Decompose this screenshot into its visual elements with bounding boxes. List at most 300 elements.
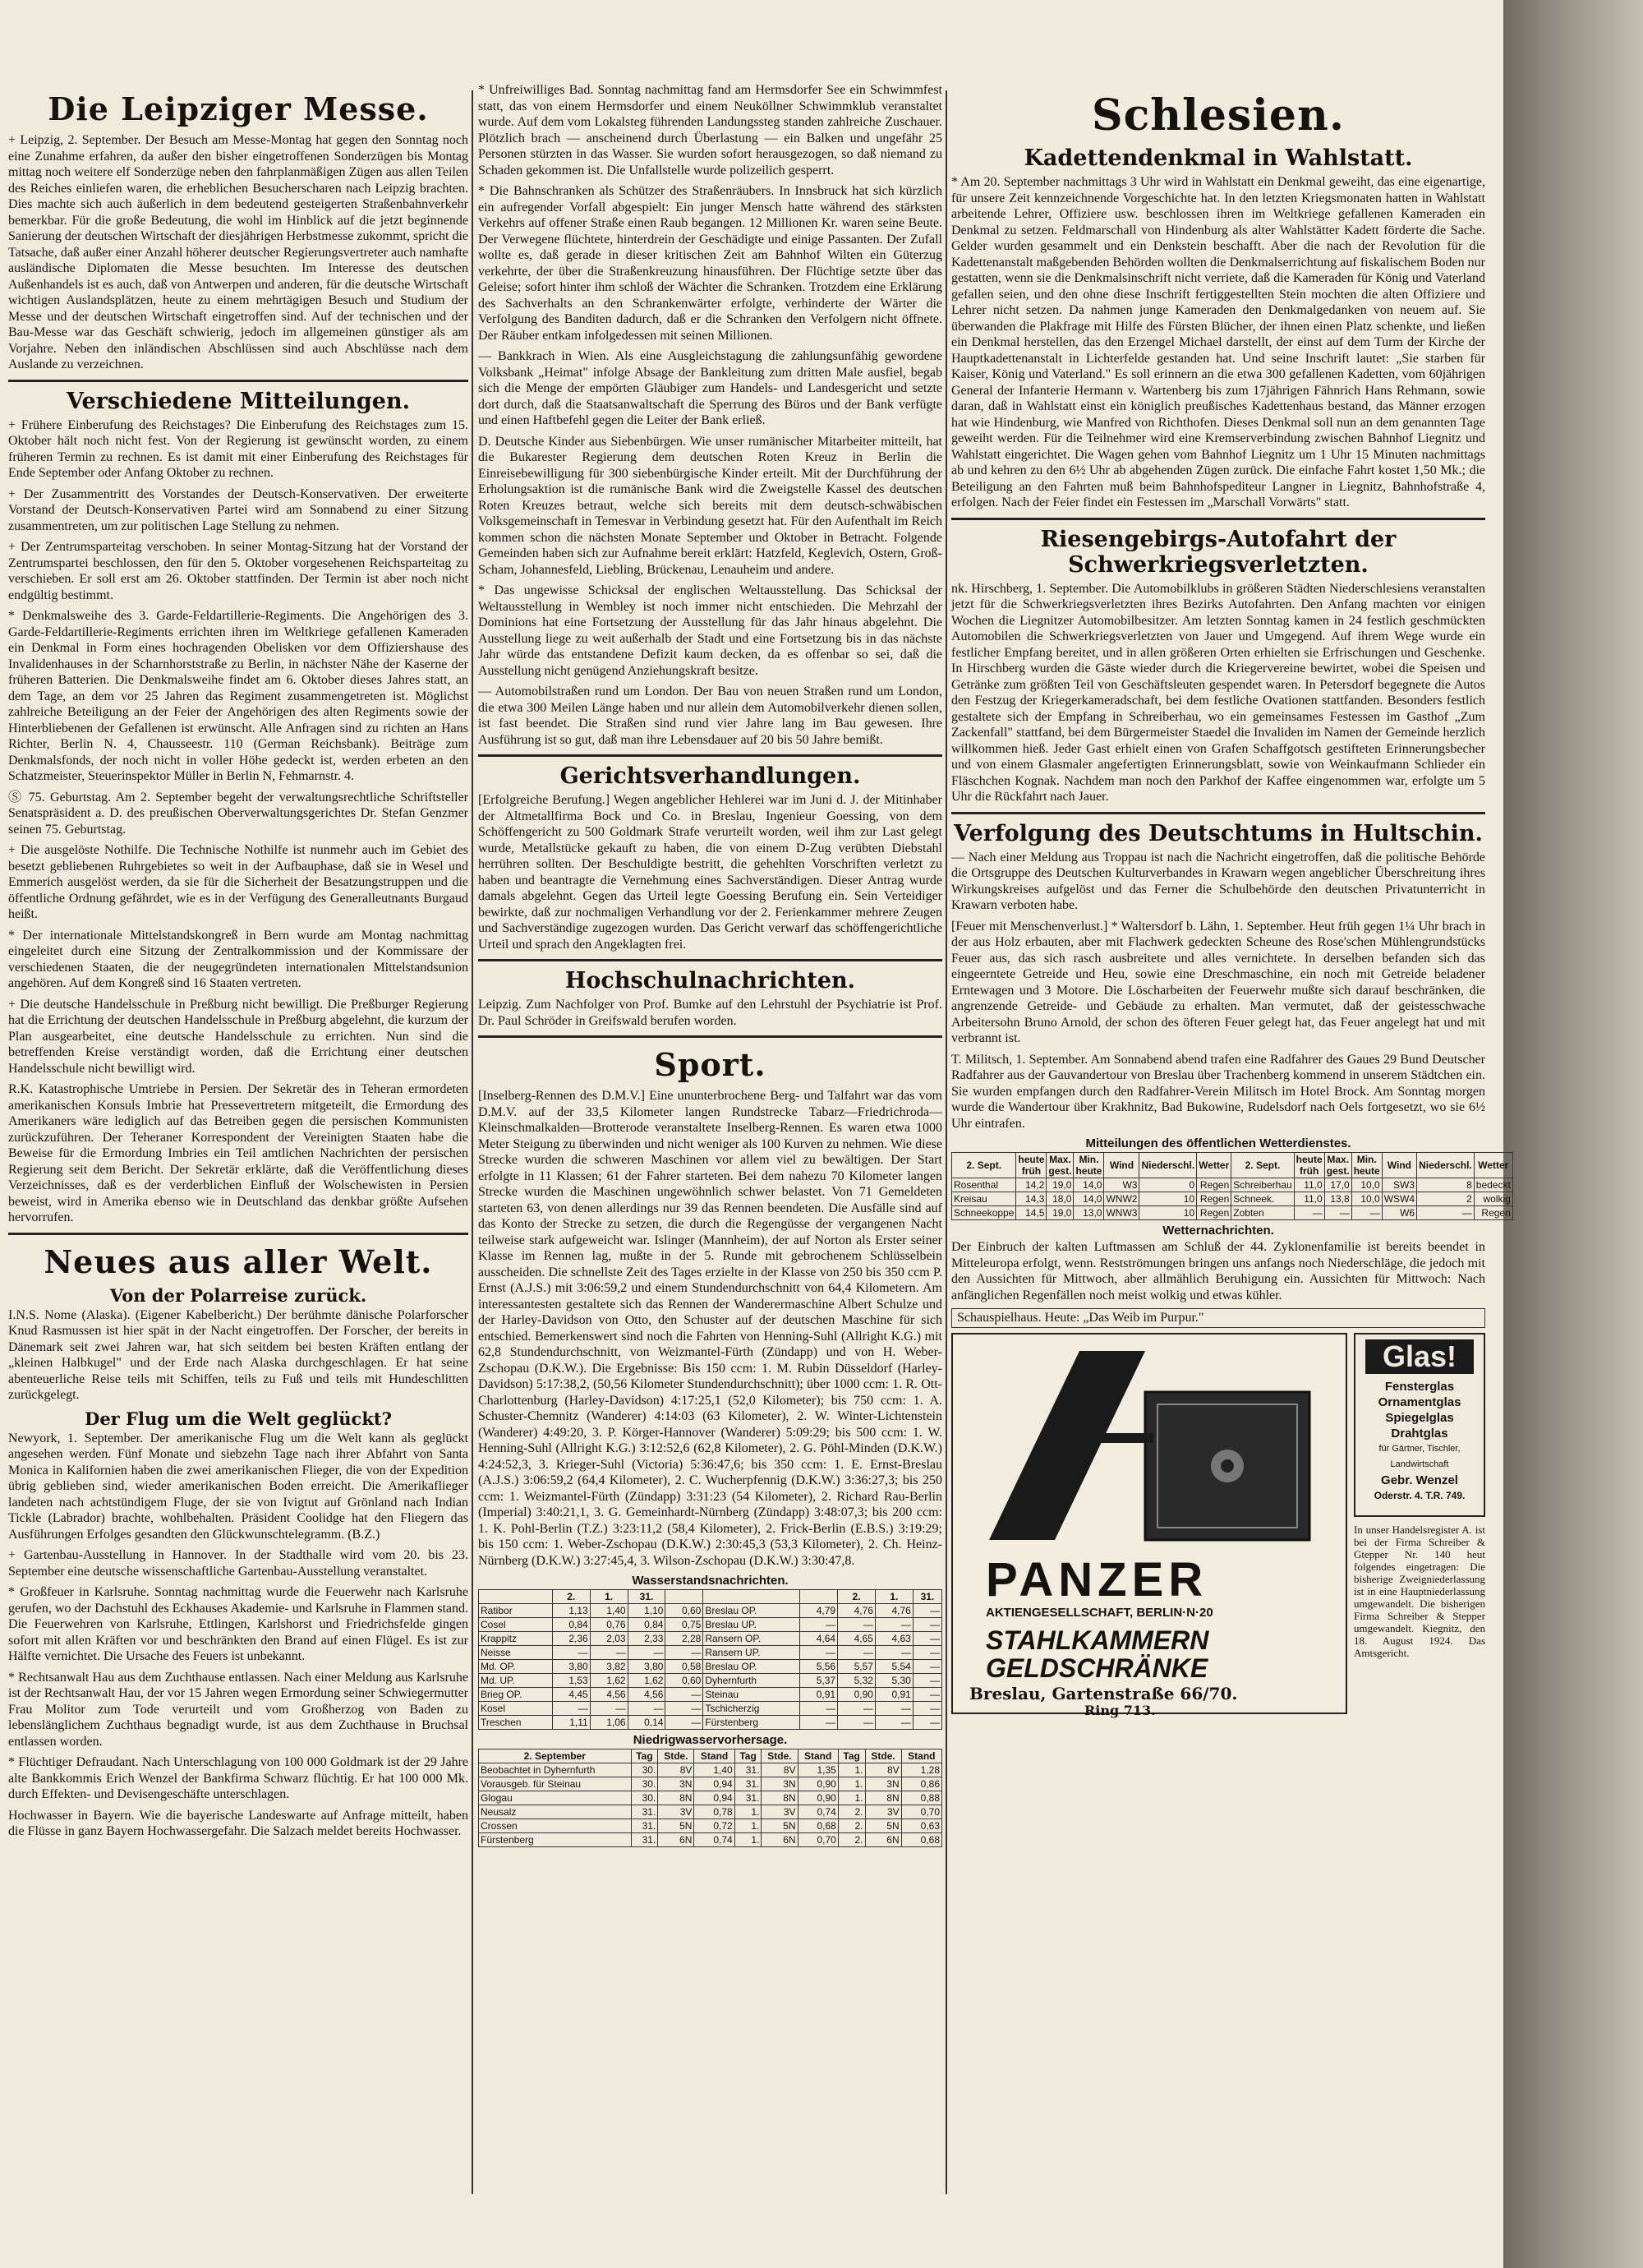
article-paragraph: + Frühere Einberufung des Reichstages? Die Einberufung des Reichstages zum 15. Oktober hält noch nicht fest. Von der Regierung ist gewünscht worden, zu einem früheren Termin zu rechnen. Es ist damit mit einer Einberufung des Reichstages für Ende September oder Anfang Oktober zu rechnen. [8,417,468,480]
table-cell: 4,56 [590,1688,628,1702]
table-cell: SW3 [1382,1178,1416,1192]
table-header-cell: 2. [838,1590,876,1604]
table-cell: W3 [1104,1178,1139,1192]
table-cell: Md. UP. [479,1674,553,1688]
table-cell: 0,94 [694,1777,734,1791]
table-cell: 31. [734,1791,762,1805]
ad-glas-line: Ornamentglas [1378,1395,1461,1409]
table-cell: 3V [865,1805,901,1819]
table-cell: — [913,1688,941,1702]
table-header-cell: Stde. [762,1749,798,1763]
table-cell: Schreiberhau [1231,1178,1294,1192]
table-cell: 2. [838,1833,865,1847]
table-cell: — [665,1688,703,1702]
headline-hultschin: Verfolgung des Deutschtums in Hultschin. [954,820,1483,846]
ad-glas-headline: Glas! [1365,1339,1474,1374]
article-paragraph: * Flüchtiger Defraudant. Nach Unterschlagung von 100 000 Goldmark ist der 29 Jahre alte Bankkommis Erich Wenzel der Bankfirma Schwarz flüchtig. Er hat 100 000 Mk. durch Effekten- und Devisengeschäfte unterschlagen. [8,1755,468,1801]
table-cell: — [838,1702,876,1716]
table-cell: Rosenthal [952,1178,1016,1192]
table-cell: 2 [1417,1192,1475,1206]
table-header-cell: 2. [552,1590,590,1604]
table-cell: — [628,1646,665,1660]
table-cell: 3V [658,1805,694,1819]
table-cell: 5N [762,1819,798,1833]
table-cell: — [665,1702,703,1716]
table-cell: 1,40 [694,1763,734,1777]
weather-table [951,1152,1513,1220]
article-paragraph: D. Deutsche Kinder aus Siebenbürgen. Wie unser rumänischer Mitarbeiter mitteilt, hat die Bukarester Regierung dem deutschen Roten Kreuz in Berlin die Einreisebewilligung für 300 siebenbürgische Kinder erteilt. Mit der Durchführung der Erholungsaktion ist die rumänische Bank wird die Zweigstelle Kassel des deutschen Roten Kreuzes betraut, welche sich bereits mit dem deutsch-schwäbischen Volksgemeinschaft in Temesvar in Verbindung gesetzt hat. Für den Aufenthalt im Reich kommen schon die nächsten Monate September und Oktober in Betracht. Folgende Gemeinden haben sich zur Aufnahme bereit erklärt: Hatzfeld, Keglevich, Ostern, Groß-Scham, Johannesfeld, Liebling, Brückenau, Lenauheim und andere. [478,434,942,577]
ad-glas-line: Oderstr. 4. T.R. 749. [1374,1490,1466,1501]
column-2 [478,82,942,1847]
table-row [952,1192,1513,1206]
table-cell: 4,56 [628,1688,665,1702]
table-cell: — [913,1632,941,1646]
section-rule [478,754,942,757]
table-cell: 1. [838,1777,865,1791]
section-rule [951,518,1485,520]
table-cell: — [800,1646,838,1660]
article-paragraph: [Erfolgreiche Berufung.] Wegen angeblicher Hehlerei war im Juni d. J. der Mitinhaber der Altmetallfirma Bock und Co. in Breslau, Ingenieur Goessing, von dem Schöffengericht zu 500 Goldmark Strafe verurteilt worden, weil ihm zur Last gelegt wurde, Metallstücke gekauft zu haben, die von einem D-Zug verübten Diebstahl herrühren sollten. Der Beschuldigte bestritt, die gehehlten Vorschriften verletzt zu haben und beantragte die Vernehmung eines Sachverständigen. Dieser Antrag wurde damals abgelehnt. Gegen das Urteil legte Goessing Berufung ein. Sein Verteidiger bewirkte, daß zur nochmaligen Verhandlung vor der 2. Ferienkammer mehrere Zeugen und Sachverständige zugezogen wurden. Das Gericht verwarf das schöffengerichtliche Urteil und sprach den Angeklagten frei. [478,793,942,952]
table-cell: 0,58 [665,1660,703,1674]
table-cell: 1,06 [590,1716,628,1730]
table-cell: 0 [1139,1178,1197,1192]
table-cell: 0,84 [552,1618,590,1632]
table-header-cell: 1. [875,1590,913,1604]
table-row [479,1716,942,1730]
table-header-cell: 31. [628,1590,665,1604]
section-rule [8,380,468,382]
table-cell: — [800,1702,838,1716]
table-cell: 5N [658,1819,694,1833]
table-cell: Steinau [703,1688,800,1702]
table-cell: 1,40 [590,1604,628,1618]
table-cell: Kreisau [952,1192,1016,1206]
table-header-cell: 2. Sept. [1231,1153,1294,1178]
table-cell: — [838,1716,876,1730]
table-cell: 1. [838,1763,865,1777]
table-cell: 14,3 [1016,1192,1047,1206]
table-cell: wolkig [1474,1192,1512,1206]
table-cell: 8V [865,1763,901,1777]
table-cell: — [1351,1206,1382,1220]
table-cell: 1,62 [628,1674,665,1688]
table-cell: 1. [838,1791,865,1805]
ad-panzer-phone: Ring 713. [1084,1703,1156,1718]
table-cell: 0,60 [665,1604,703,1618]
table-cell: — [552,1702,590,1716]
table-cell: 2. [838,1805,865,1819]
article-paragraph: * Großfeuer in Karlsruhe. Sonntag nachmittag wurde die Feuerwehr nach Karlsruhe gerufen, wo der Dachstuhl des Eckhauses Akademie- und Karlsruhe in Flammen stand. Die Feuerwehren von Karlsruhe, Ettlingen, Karlshorst und Friedrichsfelde gingen sofort mit allen Kräften vor und beschränkten den Brand auf einen Flügel. Es ist zur Hälfte vernichtet. Die Ursache des Feuers ist unbekannt. [8,1585,468,1663]
article-paragraph: T. Militsch, 1. September. Am Sonnabend abend trafen eine Radfahrer des Gaues 29 Bund Deutscher Radfahrer aus der Gauvandertour von Breslau über Trachenberg kommend in unserem Städtchen ein. Sie wurden empfangen durch den Radfahrer-Verein Militsch im Hotel Brock. Am Sonntag morgen wurde die Wandertour über Krakhnitz, Bad Bukowine, Rudelsdorf nach Oels fortgesetzt, wo sie 6½ Uhr eintrafen. [951,1052,1485,1131]
table-cell: 3,80 [628,1660,665,1674]
article-paragraph: * Rechtsanwalt Hau aus dem Zuchthause entlassen. Nach einer Meldung aus Karlsruhe ist der Rechtsanwalt Hau, der vor 15 Jahren wegen Ermordung seiner Schwiegermutter Frau Molitor zum Tode verurteilt und vom Großherzog von Baden zu lebenslänglichem Zuchthaus begnadigt wurde, ist aus dem Zuchthause in Bruchsal entlassen worden. [8,1670,468,1749]
table-header-row [479,1749,942,1763]
table-header-cell: Wind [1104,1153,1139,1178]
article-paragraph: + Die deutsche Handelsschule in Preßburg nicht bewilligt. Die Preßburger Regierung hat die Errichtung der deutschen Handelsschule in Preßburg abgelehnt, die kurzum der Plan ausgearbeitet, eine deutsche Handelsschule zu errichten. Nun sind die betreffenden Kreise verständigt worden, daß die Errichtung einer deutschen Handelsschule nicht bewilligt wird. [8,997,468,1076]
table-cell: 31. [631,1805,658,1819]
headline-kadettendenkmal: Kadettendenkmal in Wahlstatt. [1024,145,1413,171]
ad-glas-line: Gebr. Wenzel [1381,1473,1458,1487]
headline-verschiedene: Verschiedene Mitteilungen. [67,388,410,414]
table-cell: 5,56 [800,1660,838,1674]
table-cell: — [800,1618,838,1632]
article-paragraph: — Bankkrach in Wien. Als eine Ausgleichstagung die zahlungsunfähig gewordene Volksbank „Heimat" infolge Absage der Bankleitung zum dritten Male ausfiel, begab sich die Menge der empörten Gläubiger zum Handels- und Landesgericht und setzte dort durch, daß die Staatsanwaltschaft die Sperrung des Büros und der Bank verfügte und einen Haftbefehl gegen die Leiter der Bank erließ. [478,349,942,427]
table-cell: 0,90 [798,1777,838,1791]
table-cell: 0,72 [694,1819,734,1833]
table-header-cell [665,1590,703,1604]
table-cell: — [838,1618,876,1632]
water-level-table [478,1589,942,1730]
table-cell: 0,78 [694,1805,734,1819]
article-paragraph: + Gartenbau-Ausstellung in Hannover. In der Stadthalle wird vom 20. bis 23. September eine deutsche wissenschaftliche Gartenbau-Ausstellung veranstaltet. [8,1548,468,1579]
table-cell: Zobten [1231,1206,1294,1220]
table-cell: 3N [762,1777,798,1791]
table-header-cell: Stde. [865,1749,901,1763]
table-header-cell: Tag [838,1749,865,1763]
ad-panzer-company: AKTIENGESELLSCHAFT, BERLIN·N·20 [986,1606,1213,1620]
table-cell: Ransern OP. [703,1632,800,1646]
table-row [479,1805,942,1819]
article-paragraph: + Die ausgelöste Nothilfe. Die Technische Nothilfe ist nunmehr auch im Gebiet des besetzt gebliebenen Ruhrgebietes so weit in der Aufbauphase, daß sie in Wesel und Emmerich ausgelöst werden, da sie für die Sicherheit der Besatzungstruppen und die öffentliche Ordnung gefährdet, wie es in der Verfügung des Generalleutnants Burgaud heißt. [8,843,468,921]
table-header-cell: Niederschl. [1139,1153,1197,1178]
table-cell: — [913,1716,941,1730]
table-cell: 1,28 [901,1763,941,1777]
table-cell: 19,0 [1047,1206,1074,1220]
table-cell: 0,75 [665,1618,703,1632]
table-cell: 30. [631,1791,658,1805]
table-cell: 17,0 [1324,1178,1351,1192]
article-paragraph: Leipzig. Zum Nachfolger von Prof. Bumke auf den Lehrstuhl der Psychiatrie ist Prof. Dr. Paul Schröder in Greifswald berufen worden. [478,998,942,1028]
table-cell: 4,79 [800,1604,838,1618]
table-cell: 4,65 [838,1632,876,1646]
table-cell: — [1294,1206,1324,1220]
table-header-cell: Stand [798,1749,838,1763]
table-cell: 1,53 [552,1674,590,1688]
table-cell: 0,88 [901,1791,941,1805]
table-cell: Treschen [479,1716,553,1730]
table-cell: 2,36 [552,1632,590,1646]
article-paragraph: * Denkmalsweihe des 3. Garde-Feldartillerie-Regiments. Die Angehörigen des 3. Garde-Feldartillerie-Regiments errichten ihren im Weltkriege gefallenen Kameraden ein Denkmal in Form eines hochragenden Obelisken vor dem Offiziershause des Invalidenhauses in der Scharnhorststraße zu Berlin, in nächster Nähe der Kaserne der früheren Batterien. Die Denkmalsweihe findet am 6. Oktober dieses Jahres statt, an dem Tage, an dem vor 25 Jahren das Regiment zusammengetreten ist. Möglichst zahlreiche Beteiligung an der Feier der Angehörigen des alten Regiments sowie der Hinterbliebenen der Gefallenen ist erwünscht. Alle Anfragen sind zu richten an Hans Richter, Berlin N. 4, Chausseestr. 110 (German Reichsbank). Beiträge zum Denkmalsfonds, der noch nicht in voller Höhe gedeckt ist, werden erbeten an den Schatzmeister, Steuerinspektor Müller in Berlin N, Fehmarnstr. 4. [8,609,468,783]
ad-panzer-products: STAHLKAMMERN GELDSCHRÄNKE [986,1625,1209,1683]
table-header-cell: Wind [1382,1153,1416,1178]
table-cell: W6 [1382,1206,1416,1220]
table-cell: Fürstenberg [479,1833,632,1847]
table-cell: — [665,1716,703,1730]
table-cell: 11,0 [1294,1178,1324,1192]
table-cell: WSW4 [1382,1192,1416,1206]
table-cell: 13,8 [1324,1192,1351,1206]
headline-hochschulnachrichten: Hochschulnachrichten. [564,968,856,993]
table-header-cell: 1. [590,1590,628,1604]
ad-side-column [1354,1333,1485,1714]
table-cell: 4,76 [838,1604,876,1618]
column-1 [8,82,468,1845]
table-cell: — [913,1618,941,1632]
table-cell: 1,35 [798,1763,838,1777]
table-cell: WNW2 [1104,1192,1139,1206]
article-paragraph: * Die Bahnschranken als Schützer des Straßenräubers. In Innsbruck hat sich kürzlich ein aufregender Vorfall abgespielt: Ein junger Mensch hatte während des stärksten Verkehrs auf offener Straße einen Raub begangen. 12 Millionen Kr. waren seine Beute. Der Verwegene flüchtete, hinterdrein der Geschädigte und einige Passanten. Der Zufall wollte es, daß gerade in dieser kritischen Zeit am Bahnhof Wilten ein Güterzug verkehrte, der über die Straßenkreuzung hinausführen. Der Flüchtige setzte über das Geleise; sofort hinter ihm schloß der Wächter die Schranken. Trotzdem eine Erklärung des Sachverhalts an den Schrankenwärter erfolgte, verhinderte der Wärter die Verfolgung des Banditen dadurch, daß er die Schranken den Verfolgern nicht öffnete. Der Räuber entkam infolgedessen mit seinen Millionen. [478,184,942,343]
headline-sport: Sport. [654,1046,766,1083]
table-row [479,1674,942,1688]
article-paragraph: [Feuer mit Menschenverlust.] * Waltersdorf b. Lähn, 1. September. Heut früh gegen 1¼ Uhr brach in der aus Holz erbauten, aber mit Flachwerk gedeckten Scheune des Rose'schen Mühlengrundstücks Feuer aus, das sich rasch ausbreitete und alles vernichtete. In derselben befanden sich das eingeerntete Getreide und Heu, sowie eine Dreschmaschine, ein noch mit Getreide beladener Erntewagen und 3 Motore. Die Löscharbeiten der Feuerwehr mußte sich darauf beschränken, die angrenzende Getreide- und Gebäude zu erhalten. Man vermutet, daß der geistesschwache Arbeitersohn Bruno Arnold, der schon des öfteren Feuer gelegt hat, das Feuer angelegt hat und mit verbrannt ist. [951,919,1485,1045]
table-cell: 0,86 [901,1777,941,1791]
article-paragraph: * Am 20. September nachmittags 3 Uhr wird in Wahlstatt ein Denkmal geweiht, das eine eigenartige, für unsere Zeit kennzeichnende Vorgeschichte hat. In den letzten Kriegsmonaten hatten in Wahlstatt arbeitende Lehrer, Offiziere usw. beschlossen ihren im Weltkriege gefallenen Kameraden ein Denkmal zu setzen. Feldmarschall von Hindenburg als alter Wahlstätter Kadett förderte die Sache. Gelder wurden gesammelt und ein Denkstein beschafft. Aber die nach der Revolution für die Kadettenanstalt maßgebenden Behörden wollten die Denkmalserrichtung auf fiskalischem Boden nur gestatten, wenn sie die Denkmalsinschrift nicht verriete, daß die Kameraden für König und Vaterland gefallen seien, und den ohne diese Inschrift fertiggestellten Stein mochten die alten Offiziere und Lehrer nicht setzen. Da nahmen junge Kameraden den Denkmalgedanken von neuem auf. Sie überwanden die Plakfrage mit Hilfe des Fürsten Blücher, der ihnen einen Platz schenkte, und ließen ein Denkmal herstellen, das den Erzengel Michael darstellt, der einst auf dem Turm der Kirche der Hauptkadettenanstalt in Lichterfelde gestanden hat. Und seine Inschrift lautet: „Sie starben für Kaiser, König und Vaterland." Es soll erinnern an die etwa 300 gefallenen Kadetten, vom 60jährigen General der Infanterie Hermann v. Wartenberg bis zum 17jährigen Fähnrich Hans Rehmann, sowie daran, daß in Wahlstatt einst ein königlich preußisches Kadettenhaus bestand, das Männer erzogen hat wie Hindenburg, wie Manfred von Richthofen. Dieses Denkmal soll nun an dem genannten Tage geweiht werden. Für die Teilnehmer wird eine Kremserverbindung zwischen Bahnhof Liegnitz und Wahlstatt eingerichtet. Die Wagen gehen vom Bahnhof Liegnitz um 1 Uhr 15 Minuten nachmittags ab und kehren zu den 6½ Uhr ab abgehenden Zügen zurück. Die einfache Fahrt kostet 1,50 Mk.; die Beteiligung an den Fahrten muß beim Bahnhofspediteur Langner in Liegnitz, Bahnhofstraße 4, erfolgen. Nach der Feier findet ein Festessen im „Marschall Vorwärts" statt. [951,175,1485,509]
table-cell: Beobachtet in Dyhernfurth [479,1763,632,1777]
table-row [952,1206,1513,1220]
advertisements [951,1333,1485,1718]
table-cell: 30. [631,1763,658,1777]
table-row [479,1763,942,1777]
ad-glas-line: für Gärtner, Tischler, Landwirtschaft [1378,1444,1461,1469]
ad-panzer-address: Breslau, Gartenstraße 66/70. [969,1684,1238,1703]
table-cell: 30. [631,1777,658,1791]
article-paragraph: Ⓢ 75. Geburtstag. Am 2. September begeht der verwaltungsrechtliche Schriftsteller Senatspräsident a. D. des preußischen Oberverwaltungsgerichtes Dr. Stefan Genzmer seinen 75. Geburtstag. [8,790,469,837]
table-cell: 14,5 [1016,1206,1047,1220]
table-cell: 8N [762,1791,798,1805]
table-cell: 5,57 [838,1660,876,1674]
subheadline: Der Flug um die Welt geglückt? [85,1408,392,1429]
article-paragraph: * Der internationale Mittelstandskongreß in Bern wurde am Montag nachmittag eingeleitet durch eine Sitzung der Zentralkommission und der Kommissare der verschiedenen Staaten, die der neugegründeten internationalen Mittelstandsunion angehören. Auf dem Kongreß sind 16 Staaten vertreten. [8,928,468,990]
table-cell: Md. OP. [479,1660,553,1674]
table-cell: Neusalz [479,1805,632,1819]
table-cell: 0,68 [901,1833,941,1847]
table-cell: 6N [658,1833,694,1847]
table-cell: 4,76 [875,1604,913,1618]
table-cell: Cosel [479,1618,553,1632]
weather-table-title: Mitteilungen des öffentlichen Wetterdienstes. [1085,1136,1351,1150]
table-cell: 19,0 [1047,1178,1074,1192]
table-cell: 6N [762,1833,798,1847]
table-header-cell: heute früh [1294,1153,1324,1178]
table-cell: 4,63 [875,1632,913,1646]
table-cell: 0,76 [590,1618,628,1632]
table-header-cell: Min. heute [1074,1153,1104,1178]
table-cell: 31. [631,1819,658,1833]
table-row [952,1178,1513,1192]
table-header-cell [703,1590,800,1604]
table-cell: 10 [1139,1206,1197,1220]
table-cell: Schneekoppe [952,1206,1016,1220]
table-cell: 1,10 [628,1604,665,1618]
table-cell: 14,2 [1016,1178,1047,1192]
table-cell: 0,63 [901,1819,941,1833]
table-cell: — [913,1604,941,1618]
table-cell: 18,0 [1047,1192,1074,1206]
table-cell: bedeckt [1474,1178,1512,1192]
table-cell: Fürstenberg [703,1716,800,1730]
table-cell: Glogau [479,1791,632,1805]
table-header-cell: Stde. [658,1749,694,1763]
table-cell: — [838,1646,876,1660]
table-cell: 2. [838,1819,865,1833]
table-cell: — [913,1660,941,1674]
headline-riesengebirgs-autofahrt: Riesengebirgs-Autofahrt der Schwerkriegsverletzten. [1040,526,1397,578]
article-paragraph: — Automobilstraßen rund um London. Der Bau von neuen Straßen rund um London, die etwa 300 Meilen Länge haben und nur allein dem Automobilverkehr dienen sollen, ist fast beendet. Die Straßen sind rund vier Jahre lang im Bau gewesen. Ihre Ausführung ist so gut, daß man ihre Lebensdauer auf 20 bis 50 Jahre bemißt. [478,685,942,747]
table-cell: 3V [762,1805,798,1819]
lowwater-table-title: Niedrigwasservorhersage. [633,1733,788,1747]
table-cell: Brieg OP. [479,1688,553,1702]
table-cell: 0,91 [875,1688,913,1702]
table-cell: 0,74 [694,1833,734,1847]
table-cell: 1,11 [552,1716,590,1730]
table-cell: — [913,1646,941,1660]
table-cell: Breslau OP. [703,1660,800,1674]
table-cell: 10,0 [1351,1178,1382,1192]
table-cell: 0,91 [800,1688,838,1702]
column-divider [946,90,947,2194]
table-cell: 1. [734,1819,762,1833]
lowwater-forecast-table [478,1749,942,1847]
table-header-cell [800,1590,838,1604]
table-cell: 2,03 [590,1632,628,1646]
table-cell: 2,33 [628,1632,665,1646]
table-cell: — [590,1646,628,1660]
table-cell: — [1324,1206,1351,1220]
table-cell: Tschicherzig [703,1702,800,1716]
table-cell: 4,64 [800,1632,838,1646]
table-header-cell: Wetter [1197,1153,1231,1178]
table-cell: 14,0 [1074,1178,1104,1192]
table-cell: 5,32 [838,1674,876,1688]
table-row [479,1660,942,1674]
article-paragraph: R.K. Katastrophische Umtriebe in Persien. Der Sekretär des in Teheran ermordeten amerikanischen Konsuls Imbrie hat Pressevertretern mitgeteilt, die Ermordung des Amerikaners wäre lediglich auf das Betreiben gegen die persischen Kommunisten zurückzuführen. Der Teheraner Korrespondent der Vereinigten Staaten habe die Beweise für die Ermordung Imbries ein Teil amtlichen Nachrichten der persischen Regierung seit dem Bericht. Der Sekretär erklärte, daß die Veröffentlichung dieses Verzeichnisses, daß es der verderblichen Einfluß der Wolschewisten in Persien beweist, wird in Amerika ebenso wie in Deutschland das denkbar größte Aufsehen hervorrufen. [8,1082,468,1224]
ad-legal-notice: In unser Handelsregister A. ist bei der Firma Schreiber & Gtepper Nr. 140 heut folgendes eingetragen: Die bisherige Zweigniederlassung ist in eine Hauptniederlassung umgewandelt. Die bisherigen Firma Schreiber & Stepper umgewandelt. Kiegnitz, den 18. August 1924. Das Amtsgericht. [1354,1524,1485,1659]
article-paragraph: + Der Zusammentritt des Vorstandes der Deutsch-Konservativen. Der erweiterte Vorstand der Deutsch-Konservativen Partei wird am Sonnabend zu einer Sitzung zusammentreten, um zur politischen Lage Stellung zu nehmen. [8,486,468,533]
table-cell: 0,70 [798,1833,838,1847]
table-cell: 6N [865,1833,901,1847]
table-cell: 14,0 [1074,1192,1104,1206]
table-cell: Neisse [479,1646,553,1660]
table-row [479,1702,942,1716]
table-cell: Krappitz [479,1632,553,1646]
headline-gerichtsverhandlungen: Gerichtsverhandlungen. [559,763,861,789]
table-cell: — [1417,1206,1475,1220]
table-cell: Vorausgeb. für Steinau [479,1777,632,1791]
weather-news-title: Wetternachrichten. [1162,1224,1274,1238]
table-row [479,1632,942,1646]
article-paragraph: * Unfreiwilliges Bad. Sonntag nachmittag fand am Hermsdorfer See ein Schwimmfest statt, das von einem Hermsdorfer und einem Neuköllner Schwimmklub veranstaltet wurde. Auf dem vom Lokalsteg führenden Landungssteg standen zahlreiche Zuschauer. Plötzlich brach — anscheinend durch Überlastung — ein Balken und ungefähr 25 Personen stürzten in das Wasser. Sie wurden sofort herausgezogen, so daß niemand zu Schaden gekommen ist. Die Unfallstelle wurde polizeilich gesperrt. [478,83,942,177]
headline-schlesien: Schlesien. [1092,90,1345,141]
table-cell: 3,80 [552,1660,590,1674]
table-cell: 31. [734,1763,762,1777]
table-cell: 1. [734,1833,762,1847]
ad-glas-line: Drahtglas [1391,1427,1448,1441]
ad-panzer-name: PANZER [986,1553,1208,1606]
table-cell: 2,28 [665,1632,703,1646]
table-cell: 0,84 [628,1618,665,1632]
ad-glas [1354,1333,1485,1517]
table-cell: 5,30 [875,1674,913,1688]
theater-notice: Schauspielhaus. Heute: „Das Weib im Purpur." [951,1308,1485,1328]
table-cell: 4,45 [552,1688,590,1702]
table-cell: — [875,1702,913,1716]
table-header-cell: 31. [913,1590,941,1604]
table-cell: — [913,1674,941,1688]
table-header-cell [479,1590,553,1604]
table-header-cell: Tag [734,1749,762,1763]
table-header-cell: Min. heute [1351,1153,1382,1178]
article-leipziger-messe: + Leipzig, 2. September. Der Besuch am Messe-Montag hat gegen den Sonntag noch eine Zunahme erfahren, da außer den bisher eingetroffenen Sonderzügen bis Montag mittag noch weitere elf Sonderzüge neben den fahrplanmäßigen Zügen aus allen Teilen des Reiches einliefen waren, die erheblichen Besucherscharen nach Leipzig brachten. Dies machte sich auch äußerlich in dem bedeutend gesteigerten Straßenbahnverkehr bemerkbar. Für die große Bedeutung, die wohl im Hinblick auf die jetzt beginnende Sanierung der deutschen Wirtschaft der diesjährigen Herbstmesse zukommt, spricht die Tatsache, daß außer einer Anzahl höherer deutscher Regierungsvertreter auch namhafte ausländische Diplomaten die Messe besuchten. Im Interesse des deutschen Außenhandels ist es auch, daß von Antwerpen und anderen, für die deutsche Wirtschaft wichtigen Auslandsplätzen, heute zu einem mehrtägigen Besuch und Studium der Messe und der deutschen Wirtschaft eingetroffen sind. Auf der technischen und der Bau-Messe war das Geschäft schwierig, jedoch im allgemeinen günstiger als am Vorjahre. Neben den inländischen Abschlüssen sind auch Abschlüsse nach dem Auslande zu verzeichnen. [8,133,468,371]
table-cell: 0,68 [798,1819,838,1833]
table-header-cell: Wetter [1474,1153,1512,1178]
table-cell: Kosel [479,1702,553,1716]
table-cell: — [800,1716,838,1730]
table-cell: 13,0 [1074,1206,1104,1220]
table-cell: 1,62 [590,1674,628,1688]
table-cell: — [875,1716,913,1730]
table-header-cell: Max. gest. [1324,1153,1351,1178]
table-cell: 0,14 [628,1716,665,1730]
article-paragraph: I.N.S. Nome (Alaska). (Eigener Kabelbericht.) Der berühmte dänische Polarforscher Knud Rasmussen ist hier spät in der Nacht eingetroffen. Der Forscher, der bereits in Dänemark seit zwei Jahren war, hat sich seitdem bei besten Kräften entlang der „kleinen Halbkugel" und der Erde nach Alaska durchgeschlagen. Er hat seine abenteuerliche Reise teils mit Schiffen, teils zu Fuß und teils mit Hundeschlitten zurückgelegt. [8,1307,468,1402]
table-cell: Dyhernfurth [703,1674,800,1688]
table-header-row [952,1153,1513,1178]
table-cell: WNW3 [1104,1206,1139,1220]
table-cell: Regen [1197,1178,1231,1192]
table-cell: 8 [1417,1178,1475,1192]
table-cell: 1,13 [552,1604,590,1618]
table-cell: 11,0 [1294,1192,1324,1206]
table-header-cell: 2. September [479,1749,632,1763]
section-rule [8,1233,468,1235]
table-cell: — [590,1702,628,1716]
table-cell: — [875,1618,913,1632]
table-cell: 3N [658,1777,694,1791]
table-header-cell: 2. Sept. [952,1153,1016,1178]
table-cell: — [875,1646,913,1660]
table-cell: Crossen [479,1819,632,1833]
table-row [479,1688,942,1702]
table-cell: 1. [734,1805,762,1819]
water-table-title: Wasserstandsnachrichten. [632,1574,789,1588]
article-paragraph: — Nach einer Meldung aus Troppau ist nach die Nachricht eingetroffen, daß die politische Behörde die Ortsgruppe des Deutschen Kulturverbandes in Krawarn wegen angeblicher Überschreitung ihres Wirkungskreises aufgelöst und das Ferner die Schulbehörde den deutschen Privatunterricht in Krawarn verboten habe. [951,850,1485,912]
table-cell: 0,90 [798,1791,838,1805]
table-cell: Regen [1197,1206,1231,1220]
table-header-cell: Tag [631,1749,658,1763]
article-paragraph: nk. Hirschberg, 1. September. Die Automobilklubs in größeren Städten Niederschlesiens veranstalten jetzt für die Schwerkriegsverletzten ihres Bezirks Autofahrten. Den Anfang machten vor einigen Wochen die Liegnitzer Automobilbesitzer. Am letzten Sonntag kamen in 24 festlich geschmückten Automobilen die Schwerkriegsverletzten von Jauer und Umgegend. Auf ihrem Wege wurde ein festlicher Empfang bereitet, und in allen größeren Orten erhielten sie Erfrischungen und Geschenke. In Hirschberg wurden die Gäste wieder durch die Kriegervereine bewirtet, wobei die Speisen und Getränke zum größten Teil von Geschäftsleuten gespendet waren. In Petersdorf begegnete die Autos den Festzug der Kriegerkameradschaft, bei dem festliche Ovationen stattfanden. Besonders festlich gestaltete sich der Empfang in Schreiberhau, wo ein gemeinsames Festessen im Gasthof „Zum Zackenfall" stattfand, bei dem Bürgermeister Staedel die Invaliden im Namen der Gemeinde herzlich willkommen hieß. Jeder Gast erhielt einen von Grafen Schaffgotsch gestifteten Erinnerungsbecher und von einem Glasmaler angefertigten Erinnerungsblatt, sowie von Weinkaufmann Schlieder ein Fläschchen Kognak. Nachdem man noch den Parkhof der Kaffee eingenommen war, erfolgte um 5 Uhr die Rückfahrt nach Jauer. [951,581,1485,804]
article-paragraph: + Der Zentrumsparteitag verschoben. In seiner Montag-Sitzung hat der Vorstand der Zentrumspartei beschlossen, den für den 5. Oktober vorgesehenen Reichsparteitag zu verschieben. Er soll erst am 26. Oktober stattfinden. Der Termin ist aber noch nicht endgültig bestimmt. [8,540,468,602]
section-rule [478,959,942,961]
table-header-cell: Stand [901,1749,941,1763]
table-header-cell: Niederschl. [1417,1153,1475,1178]
table-cell: 0,90 [838,1688,876,1702]
table-header-cell: Max. gest. [1047,1153,1074,1178]
headline-neues-aus-aller-welt: Neues aus aller Welt. [44,1242,433,1280]
table-header-cell: heute früh [1016,1153,1047,1178]
table-header-row [479,1590,942,1604]
table-cell: — [913,1702,941,1716]
table-cell: 5N [865,1819,901,1833]
table-cell: Breslau UP. [703,1618,800,1632]
table-row [479,1618,942,1632]
table-cell: Ransern UP. [703,1646,800,1660]
ad-glas-line: Spiegelglas [1385,1411,1454,1425]
book-binding [1503,0,1643,2268]
section-rule [951,812,1485,814]
table-cell: Regen [1474,1206,1512,1220]
table-cell: — [552,1646,590,1660]
table-cell: 0,70 [901,1805,941,1819]
table-cell: — [665,1646,703,1660]
table-cell: 0,60 [665,1674,703,1688]
table-cell: 5,37 [800,1674,838,1688]
article-paragraph: [Inselberg-Rennen des D.M.V.] Eine ununterbrochene Berg- und Talfahrt war das vom D.M.V. auf der 33,5 Kilometer langen Rundstrecke Tabarz—Friedrichroda—Kleinschmalkalden—Brotterode veranstaltete Inselberg-Rennen. Es waren etwa 1000 Meter Steigung zu überwinden und nicht weniger als 100 Kurven zu nehmen. Wie diese Strecke wurden die schweren Maschinen vor allem viel zu bewältigen. Der Start erfolgte in 11 Klassen; 61 der Fahrer starteten. Bei dem nahezu 70 Kilometer langen Strecke wurden die Maschinen ungewöhnlich schwer belastet. Von 71 Gemeldeten starteten 63, von denen allerdings nur 39 das Rennen beendeten. Die Ausfälle sind auf das Konto der Strecke zu setzen, die durch die Regengüsse der vergangenen Nacht teilweise stark aufgeweicht war. Islinger (Mannheim), der auf Norton als Erster seiner Klasse im Rennen lag, mußte in der 5. Runde mit gebrochenem Schlüsselbein ausscheiden. Die schnellste Zeit des Tages erzielte in der Klasse von 250 bis 350 ccm P. Ernst (A.J.S.) mit 3:06:59,2 und einem Stundendurchschnitt von 64,4 Kilometern. Am interessantesten gestaltete sich das Rennen der Wanderermaschine Albert Schulze und der Harley-Davidson von Otto, den Schuster auf der deutschen Maschine für sich entschied. Bemerkenswert sind noch die Fahrten von Henning-Suhl (Allright K.G.) mit 62,8 Stundendurchschnitt, von Weizmantel-Fürth (Zündapp) und von H. Weber-Zschopau (D.K.W.). Die Ergebnisse: Bis 150 ccm: 1. M. Rubin Düsseldorf (Harley-Davidson) 5:17:38,2, (50,56 Kilometer Stundendurchschnitt); über 1000 ccm: 1. R. Ott-Charlottenburg (Harley-Davidson) 4:17:25,1 (52,0 Kilometer); bis 750 ccm: 1. A. Schuster-Chemnitz (Wanderer) 4:14:03 (63 Kilometer), 2. W. Winter-Lichtenstein (Wanderer) 4:49:20, 3. P. Körger-Hannover (Wanderer) 5:09:29; bis 500 ccm: 1. W. Henning-Suhl (Allright K.G.) 3:12:52,6 (62,8 Kilometer), 2. G. Pöhl-Minden (D.K.W.) 4:24:52,3, 3. Krieger-Suhl (Victoria) 5:36:47,6; bis 350 ccm: 1. E. Ernst-Breslau (A.J.S.) 3:06:59,2 (64,4 Kilometer), 2. C. Wucherpfennig (D.K.W.) 3:36:27,3; bis 250 ccm: 1. Weizmantel-Fürth (Zündapp) 3:31:23 (54 Kilometer), 2. Richard Rau-Berlin (Imperial) 3:40:21,1, 3. G. Gemeinhardt-Nürnberg (Zündapp) 3:48:07,3; bis 200 ccm: 1. K. Pohl-Berlin (T.Z.) 3:23:11,2 (58,4 Kilometer), 2. Frick-Berlin (E.B.S.) 3:19:29; bis 150 ccm: 1. Weber-Zschopau (D.K.W.) 2:30:45,3 (53,3 Kilometer), 2. Ch. Heinz-Nürnberg (D.K.W.) 3:27:45,4, 3. Wilson-Zschopau (D.K.W.) 3:30:47,8. [478,1089,942,1568]
table-cell: Schneek. [1231,1192,1294,1206]
table-cell: Ratibor [479,1604,553,1618]
article-paragraph: * Das ungewisse Schicksal der englischen Weltausstellung. Das Schicksal der Weltausstellung in Wembley ist noch immer nicht entschieden. Die Mehrzahl der Dominions hat eine Fortsetzung der Ausstellung für das Jahr hinaus abgelehnt. Die Ausstellung liege zu weit außerhalb der Stadt und eine Fortsetzung bis in das nächste Jahr würde das entstandene Defizit kaum decken, da es offenbar so sei, daß die Ausstellung nicht genügend Anziehungskraft besitze. [478,583,942,678]
table-cell: 0,94 [694,1791,734,1805]
table-cell: 5,54 [875,1660,913,1674]
table-cell: Regen [1197,1192,1231,1206]
